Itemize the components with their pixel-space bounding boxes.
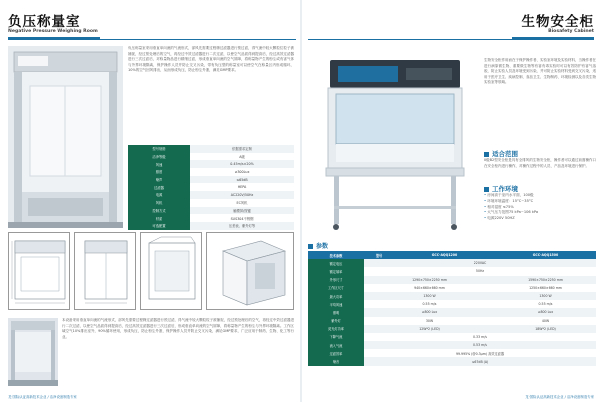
param-value: 940×660×660 mm [414, 285, 445, 290]
list-item: • 相对湿度 ≤75% [484, 205, 596, 211]
table-row [308, 325, 596, 333]
table-row [308, 341, 596, 349]
spec-row [128, 191, 294, 199]
spec-row [128, 222, 294, 230]
params-heading-text: 参数 [316, 243, 329, 250]
param-key: 工作区尺寸 [308, 284, 364, 292]
front-view-drawing [8, 232, 70, 310]
spec-key: 过滤器 [128, 183, 190, 191]
param-key: 额定频率 [308, 267, 364, 275]
spec-value: 0.45m/s±20% [190, 160, 294, 168]
section-heading-text: 适合范围 [492, 150, 518, 158]
suitable-text: II级B2型安全柜是具有全排风的生物安全柜，操作者可以通过前窗操作口在安全柜内进行操作，对操作过程中的人员、产品及环境进行保护。 [484, 158, 596, 168]
column-header: 型号 [364, 251, 394, 259]
section-heading-text: 工作环境 [492, 185, 518, 193]
spec-value: AC220V/50Hz [190, 191, 294, 199]
spec-key: 控制方式 [128, 207, 190, 215]
param-key: 流入气流 [308, 341, 364, 349]
spec-key: 可选配置 [128, 222, 190, 230]
section-marker-icon [484, 152, 489, 157]
param-value: 1300 W [364, 292, 495, 300]
table-row [308, 317, 596, 325]
spec-row [128, 160, 294, 168]
spec-row [128, 176, 294, 184]
param-value: 0.33 m/s [473, 334, 487, 339]
param-value: 1250×660×660 mm [529, 285, 562, 290]
environment-list [484, 193, 596, 222]
weighing-room-photo-small [8, 318, 58, 386]
param-value: 50Hz [475, 269, 485, 274]
param-key: 紫外灯 [308, 317, 364, 325]
param-value: ≥800 Lux [364, 308, 495, 316]
spec-row [128, 168, 294, 176]
isometric-drawing [206, 232, 294, 310]
spec-value: ≥300Lux [190, 168, 294, 176]
spec-key: 电源 [128, 191, 190, 199]
spec-value: EC风机 [190, 199, 294, 207]
list-item: • 环境环境温度：15°C~35°C [484, 199, 596, 205]
spec-key: 洁净等级 [128, 153, 190, 161]
section-marker-icon [484, 187, 489, 192]
table-row [308, 357, 596, 365]
title-rule [100, 39, 296, 40]
table-row [308, 292, 596, 300]
param-value: 99.995% (@0.3μm) 高效过滤器 [455, 351, 505, 356]
spec-row [128, 183, 294, 191]
spec-key: 型号规格 [128, 145, 190, 153]
param-key: 噪音 [308, 357, 364, 365]
param-key: 荧光灯功率 [308, 325, 364, 333]
page-subtitle: Biosafety Cabinet [548, 29, 594, 34]
intro-text: 生物安全柜作用而在于保护操作者、实验室环境及实验材料，当操作者在进行病原微生物、重要微生物等有害有毒实验时可以有效防护有害气溶胶，防止实验人员及环境受到污染，并可防止实验材料受到交叉污染，适用于医疗卫生、疾病控制、食品卫生、生物制药、环境检测以及各类生物实验室等领域。 [484, 58, 596, 84]
param-value: 18W*2 (LED) [495, 325, 596, 333]
list-item: • 大气压力范围75 kPa~106 kPa [484, 210, 596, 216]
param-key: 下降气流 [308, 333, 364, 341]
table-header-row [308, 251, 596, 259]
params-table [308, 251, 596, 366]
param-value: ≥800 Lux [495, 308, 596, 316]
spec-value: A级 [190, 153, 294, 161]
spec-value: HEPA [190, 183, 294, 191]
page-title: 生物安全柜 [521, 14, 594, 30]
param-value: 1290×750×2250 mm [364, 276, 495, 284]
right-page [302, 0, 602, 402]
param-key: 照明 [308, 308, 364, 316]
biosafety-cabinet-photo [308, 46, 480, 234]
column-header: GCC-AQQ1200 [394, 251, 495, 259]
spec-row [128, 214, 294, 222]
spec-key: 照度 [128, 168, 190, 176]
spec-key: 风速 [128, 160, 190, 168]
section-marker-icon [308, 244, 313, 249]
table-row [308, 276, 596, 284]
table-row [308, 284, 596, 292]
spec-value: SUS304不锈钢 [190, 214, 294, 222]
spec-value: ≤65dB [190, 176, 294, 184]
param-key: 过滤效率 [308, 349, 364, 357]
spec-row [128, 153, 294, 161]
page-footer: 龙·国际认证高新技术企业 / 洁净设备制造专家 [525, 395, 594, 399]
list-item: • 房间高于室内水平面，100级 [484, 193, 596, 199]
param-key: 最大功率 [308, 292, 364, 300]
section-heading-environment [484, 184, 518, 193]
param-value: 220VAC [364, 259, 596, 267]
spec-value: 触摸屏/按键 [190, 207, 294, 215]
spec-row [128, 207, 294, 215]
param-key: 额定电压 [308, 259, 364, 267]
param-key: 外形尺寸 [308, 276, 364, 284]
table-row [308, 300, 596, 308]
param-value: ≤67dB (A) [364, 357, 596, 365]
spec-row [128, 199, 294, 207]
param-value: 0.55 m/s [538, 302, 553, 307]
page-title: 负压称量室 [8, 14, 81, 30]
spec-key: 材质 [128, 214, 190, 222]
table-row [308, 333, 596, 341]
spec-value: 压差表、紫外灯等 [190, 222, 294, 230]
title-accent-bar [8, 37, 100, 40]
param-value: 40W [541, 318, 550, 323]
column-header: GCC-AQQ1500 [495, 251, 596, 259]
spec-value: 依据需求定制 [190, 145, 294, 153]
param-value: 12W*2 (LED) [364, 325, 495, 333]
param-value: 1300 W [495, 292, 596, 300]
spec-key: 噪声 [128, 176, 190, 184]
param-value: 0.55 m/s [422, 302, 437, 307]
param-value: 30W [425, 318, 434, 323]
side-view-drawing [74, 232, 136, 310]
page-footer: 龙·国际认证高新技术企业 / 洁净设备制造专家 [8, 395, 77, 399]
left-page [0, 0, 300, 402]
table-row [308, 267, 596, 275]
bottom-description: 本设备采用垂直单向流的气流形式，部风先需要过程筛过滤器进行预过滤，得气流中较大颗粒粒子被捕捉，经过预处理后的空气，再经过中效过滤器进行二次过滤，以使空气品质得到提高后，经过高效过滤器进行三次过滤后，形成垂直单向流的空气屏障，将称量物产生的粉尘与外界环境隔离。工作区域空气10%排出室外，90%循环使用，形成负压，防止粉尘外泄，保护操作人员并防止交叉污染，满足GMP要求，广泛应用于制药、生物、化工等行业。 [62, 318, 294, 339]
spec-key: 风机 [128, 199, 190, 207]
spec-table [128, 145, 294, 230]
param-value: 0.53 m/s [364, 341, 596, 349]
column-header: 技术参数 [308, 251, 364, 259]
section-heading-suitable [484, 149, 518, 158]
title-rule [308, 39, 514, 40]
page-subtitle: Negative Pressure Weighing Room [8, 29, 98, 34]
param-key: 平均风速 [308, 300, 364, 308]
params-heading [308, 241, 602, 250]
intro-text: 负压称量室采用垂直单向流的气流形式，部风先需要过程筛过滤器进行预过滤，得气流中较大颗粒位粒子被捕捉，经过预处理后的空气，再经过中效过滤器进行二次过滤，以使空气品质得到提高后，经过高效过滤器进行三次过滤后，对称量物品进行精细过滤，形成垂直单向流的空气屏障，将称量物产生的粉尘或有害气体与外界环境隔离，保护操作人员并防止交叉污染，带有负压型的称量室可以使空气在称量区内形成循环，10%的空气回风排出，从而形成负压，防止粉尘外泄，满足GMP要求。 [128, 46, 294, 72]
param-value: 1590×750×2250 mm [495, 276, 596, 284]
spec-row [128, 145, 294, 153]
section-drawing [140, 232, 202, 310]
table-row [308, 308, 596, 316]
table-row [308, 349, 596, 357]
table-row [308, 259, 596, 267]
list-item: • 电源220V 50HZ [484, 216, 596, 222]
weighing-room-photo [8, 46, 123, 228]
title-accent-bar [512, 37, 594, 40]
